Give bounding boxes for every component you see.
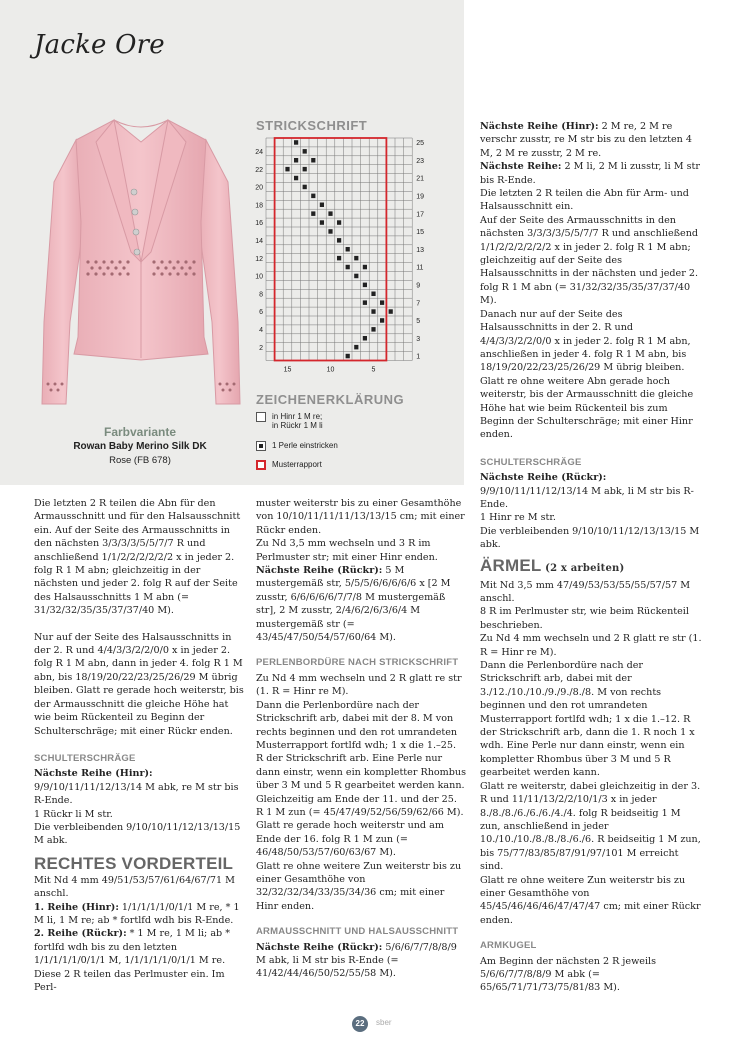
paragraph: Nur auf der Seite des Halsausschnitts in der 2. R und 4/4/3/3/2/2/0/0 x in jeder 2. folg R 1 M abn, dann in jeder 4. folg R 1 M abn, bis 18/19/20/22/23/25/26/29 M übrig bleiben. Glatt re gerade hoch weiterstr, bis der Armausschnitt die gleiche Höhe hat wie beim Rückenteil zu Beginn der Schulterschräge; mit einer Rückr enden.: [34, 631, 244, 737]
chart-heading: STRICKSCHRIFT: [256, 118, 368, 133]
paragraph: Dann die Perlenbordüre nach der Strickschrift arb, dabei mit der 3./12./10./10./9./9./8./8. M von rechts beginnen und den rot umrandeten Musterrapport fortlfd wdh; 1 x die 1.–12. R der Strickschrift arb, dann die 1. R noch 1 x wdh. Eine Perle nur dann einstr, wenn ein kompletter Rhombus über 3 M und 5 R gearbeitet werden kann.: [480, 660, 695, 779]
paragraph: Zu Nd 4 mm wechseln und 2 R glatt re str (1. R = Hinr re M).: [256, 672, 462, 698]
paragraph: Glatt re ohne weitere Zun weiterstr bis zu einer Gesamthöhe von 32/32/32/34/33/35/34/36 cm; mit einer Hinr enden.: [256, 860, 462, 912]
variant-yarn: Rowan Baby Merino Silk DK: [73, 441, 207, 452]
row-label: Nächste Reihe (Hinr):: [34, 768, 153, 780]
row-text: 5/6/6/7/7/8/8/9 M abk, li M str bis R-Ende (= 41/42/44/46/50/52/55/58 M).: [256, 941, 457, 980]
row-number-left: 6: [259, 309, 263, 317]
row-label: Nächste Reihe:: [480, 161, 562, 173]
paragraph: Zu Nd 4 mm wechseln und 2 R glatt re str (1. R = Hinr re M).: [480, 633, 702, 658]
row-number-left: 14: [255, 238, 263, 246]
bead-cell: [311, 211, 315, 216]
paragraph: Danach nur auf der Seite des Halsausschnitts in der 2. R und 4/4/3/3/2/2/0/0 x in jeder 2. folg R 1 M abn, anschließen in jeder 4. folg R 1 M abn, bis 18/19/20/22/23/25/26/29 M übrig bleiben.: [480, 308, 691, 374]
bead-cell: [303, 185, 307, 190]
row-label: Nächste Reihe (Hinr):: [480, 121, 599, 132]
bead-cell: [328, 229, 332, 234]
row-label: 1. Reihe (Hinr):: [34, 901, 119, 913]
section-heading: [480, 556, 702, 579]
row-label: Nächste Reihe (Rückr):: [480, 472, 607, 484]
bead-cell: [371, 309, 375, 314]
row-number-right: 11: [416, 264, 424, 272]
row-text: 1/1/1/1/1/0/1/1 M re, * 1 M li, 1 M re; ab * fortlfd wdh bis R-Ende.: [34, 901, 240, 926]
bead-square-icon: [256, 441, 266, 451]
variant-heading: Farbvariante: [103, 425, 177, 439]
bead-cell: [354, 256, 358, 261]
stitch-number: 10: [326, 366, 335, 374]
paragraph: Die letzten 2 R teilen die Abn für Arm- und Halsausschnitt ein.: [480, 188, 689, 213]
bead-cell: [337, 238, 341, 243]
paragraph: Glatt re weiterstr, dabei gleichzeitig in der 3. R und 11/11/13/2/2/10/1/3 x in jeder 8./8./8./6./6./6./4./4. folg R beidseitig 1 M zun, anschließend in jeder 10./10./10./8./8./8./6./6. R beidseitig 1 M zun, bis 75/77/83/85/87/91/97/101 M erreicht sind.: [480, 780, 701, 873]
row-number-left: 20: [255, 184, 263, 192]
bead-cell: [294, 176, 298, 181]
legend-item-bead: [256, 441, 338, 451]
paragraph: [480, 120, 702, 160]
page-number: 22: [352, 1016, 368, 1032]
row-number-left: 18: [255, 202, 263, 210]
bead-cell: [294, 158, 298, 163]
legend-heading: ZEICHENERKLÄRUNG: [256, 392, 405, 407]
paragraph: Glatt re ohne weitere Abn gerade hoch weiterstr, bis der Armausschnitt die gleiche Höhe hat wie beim Rückenteil bis zum Beginn der Schulterschräge; mit einer Hinr enden.: [480, 375, 694, 441]
subheading: ARMAUSSCHNITT UND HALSAUSSCHNITT: [256, 926, 459, 938]
bead-cell: [363, 336, 367, 341]
row-number-left: 24: [255, 149, 263, 157]
paragraph: [256, 941, 466, 981]
bead-cell: [363, 283, 367, 288]
paragraph: Dann die Perlenbordüre nach der Strickschrift arb, dabei mit der 8. M von rechts beginnen und den rot umrandeten Musterrapport fortlfd wdh; 1 x die 1.–25. R der Strickschrift arb. Eine Perle nur dann einstr, wenn ein kompletter Rhombus über 3 M und 5 R gearbeitet werden kann.: [256, 699, 466, 792]
paragraph: muster weiterstr bis zu einer Gesamthöhe von 10/10/11/11/11/13/13/15 cm; mit einer Rückr enden.: [256, 498, 465, 536]
subheading: SCHULTERSCHRÄGE: [34, 752, 136, 764]
row-number-right: 9: [416, 282, 421, 290]
bead-cell: [285, 167, 289, 172]
bead-cell: [337, 256, 341, 261]
paragraph: Am Beginn der nächsten 2 R jeweils 5/6/6/7/7/8/8/9 M abk (= 65/65/71/71/73/75/81/83 M).: [480, 955, 657, 994]
brand-mark: sber: [376, 1018, 392, 1027]
row-number-left: 4: [259, 327, 263, 335]
row-number-right: 17: [416, 211, 424, 219]
legend-text: Musterrapport: [272, 460, 322, 469]
text-column-3: [480, 120, 702, 995]
paragraph: Die letzten 2 R teilen die Abn für den Armausschnitt und für den Halsausschnitt ein. Auf der Seite des Armausschnitts in den nächsten 3/3/3/3/5/5/7/7 R und anschließend 1/1/2/2/2/2/2/2 x in jeder 2. folg R 1 M abn; gleichzeitig in der nächsten und jeder 2. folg R auf der Seite des Halsausschnitts 1 M abn (= 31/32/32/35/35/37/37/40 M).: [34, 498, 241, 617]
row-label: Nächste Reihe (Rückr):: [256, 565, 383, 577]
paragraph: Zu Nd 3,5 mm wechseln und 3 R im Perlmuster str; mit einer Hinr enden.: [256, 538, 438, 563]
row-text: * 1 M re, 1 M li; ab * fortlfd wdh bis zu den letzten 1/1/1/1/1/0/1/1 M, 1/1/1/1/1/0/1/1 M re.: [34, 928, 231, 967]
bead-cell: [346, 354, 350, 359]
paragraph: [480, 160, 702, 187]
row-text: 9/9/10/11/11/12/13/14 M abk, re M str bis R-Ende.: [34, 781, 239, 807]
row-number-right: 21: [416, 175, 424, 183]
page-title: Jacke Ore: [34, 30, 165, 60]
paragraph: [256, 564, 466, 644]
paragraph: [34, 927, 244, 967]
section-heading-text: ÄRMEL: [480, 555, 542, 575]
row-label: Nächste Reihe (Rückr):: [256, 941, 383, 953]
bead-cell: [320, 203, 324, 208]
row-label: 2. Reihe (Rückr):: [34, 928, 127, 940]
legend-text: in Rückr 1 M li: [272, 421, 323, 430]
legend-item-repeat: [256, 460, 322, 470]
paragraph: Gleichzeitig am Ende der 11. und der 25. R 1 M zun (= 45/47/49/52/56/59/62/66 M).: [256, 793, 464, 818]
row-text: 5 M mustergemäß str, 5/5/5/6/6/6/6/6 x [2 M zusstr, 6/6/6/6/6/7/7/8 M mustergemäß str], 2 M zusstr, 2/4/6/2/6/3/6/4 M mustergemäß str (= 43/45/47/50/54/57/60/64 M).: [256, 565, 451, 644]
row-text: 9/9/10/11/11/12/13/14 M abk, li M str bis R-Ende.: [480, 485, 694, 510]
bead-cell: [371, 327, 375, 332]
section-heading-note: (2 x arbeiten): [541, 562, 625, 574]
bead-cell: [303, 167, 307, 172]
text-column-2: [256, 497, 466, 981]
row-number-right: 7: [416, 300, 421, 308]
bead-cell: [346, 265, 350, 270]
bead-cell: [303, 149, 307, 154]
paragraph: Die verbleibenden 9/10/10/11/12/13/13/15 M abk.: [34, 821, 241, 847]
legend-text: in Hinr 1 M re;: [272, 412, 323, 421]
paragraph: 8 R im Perlmuster str, wie beim Rückenteil beschrieben.: [480, 606, 689, 631]
legend-text: 1 Perle einstricken: [272, 441, 338, 450]
bead-cell: [389, 309, 393, 314]
bead-cell: [354, 274, 358, 279]
row-number-left: 8: [259, 291, 263, 299]
subheading: ARMKUGEL: [480, 940, 537, 952]
row-number-right: 15: [416, 229, 424, 237]
row-number-right: 25: [416, 140, 424, 148]
row-number-right: 23: [416, 157, 424, 165]
bead-cell: [311, 194, 315, 199]
paragraph: Glatt re gerade hoch weiterstr und am Ende der 16. folg R 1 M zun (= 46/48/50/53/57/60/63/67 M).: [256, 820, 444, 859]
row-number-right: 19: [416, 193, 424, 201]
row-text: 2 M li, 2 M li zusstr, li M str bis R-Ende.: [480, 161, 700, 186]
paragraph: Mit Nd 3,5 mm 47/49/53/53/55/55/57/57 M anschl.: [480, 579, 691, 604]
row-number-right: 5: [416, 318, 421, 326]
bead-cell: [320, 220, 324, 225]
bead-cell: [328, 211, 332, 216]
subheading: PERLENBORDÜRE NACH STRICKSCHRIFT: [256, 657, 459, 669]
paragraph: 1 Rückr li M str.: [34, 808, 113, 820]
bead-cell: [337, 220, 341, 225]
legend-item-knit: [256, 412, 323, 430]
row-number-right: 1: [416, 353, 421, 361]
row-number-right: 13: [416, 246, 424, 254]
paragraph: Glatt re ohne weitere Zun weiterstr bis zu einer Gesamthöhe von 45/45/46/46/46/47/47/47 cm; mit einer Rückr enden.: [480, 874, 701, 926]
paragraph: Auf der Seite des Armausschnitts in den nächsten 3/3/3/3/5/5/7/7 R und anschließend 1/1/2/2/2/2/2/2 x in jeder 2. folg R 1 M abn; gleichzeitig auf der Seite des Halsausschnitts in der nächsten und jeder 2. folg R 1 M abn (= 31/32/32/35/35/37/37/40 M).: [480, 214, 699, 307]
bead-cell: [363, 300, 367, 305]
paragraph: [480, 471, 702, 511]
stitch-number: 5: [371, 366, 376, 374]
section-heading: RECHTES VORDERTEIL: [34, 853, 234, 873]
variant-color: Rose (FB 678): [109, 455, 171, 466]
bead-cell: [311, 158, 315, 163]
bead-cell: [371, 292, 375, 297]
paragraph: [34, 767, 244, 807]
bead-cell: [380, 318, 384, 323]
bead-cell: [294, 140, 298, 145]
row-number-left: 22: [255, 166, 263, 174]
repeat-frame: [275, 138, 387, 361]
repeat-frame-icon: [256, 460, 266, 470]
subheading: SCHULTERSCHRÄGE: [480, 456, 582, 468]
stitch-number: 15: [283, 366, 292, 374]
row-number-left: 16: [255, 220, 263, 228]
paragraph: 1 Hinr re M str.: [480, 512, 556, 524]
bead-cell: [380, 300, 384, 305]
row-number-left: 2: [259, 344, 263, 352]
knitting-chart: [248, 134, 438, 379]
bead-cell: [354, 345, 358, 350]
paragraph: [34, 901, 244, 928]
row-number-left: 12: [255, 255, 263, 263]
cardigan-photo: [36, 112, 246, 417]
paragraph: Mit Nd 4 mm 49/51/53/57/61/64/67/71 M anschl.: [34, 874, 235, 900]
row-number-left: 10: [255, 273, 263, 281]
row-number-right: 3: [416, 335, 421, 343]
paragraph: Diese 2 R teilen das Perlmuster ein. Im Perl-: [34, 968, 225, 993]
text-column-1: [34, 497, 244, 994]
bead-cell: [346, 247, 350, 252]
paragraph: Die verbleibenden 9/10/10/11/12/13/13/15 M abk.: [480, 525, 700, 551]
bead-cell: [363, 265, 367, 270]
row-text: 2 M re, 2 M re verschr zusstr, re M str bis zu den letzten 4 M, 2 M re zusstr, 2 M re.: [480, 121, 692, 159]
empty-square-icon: [256, 412, 266, 422]
